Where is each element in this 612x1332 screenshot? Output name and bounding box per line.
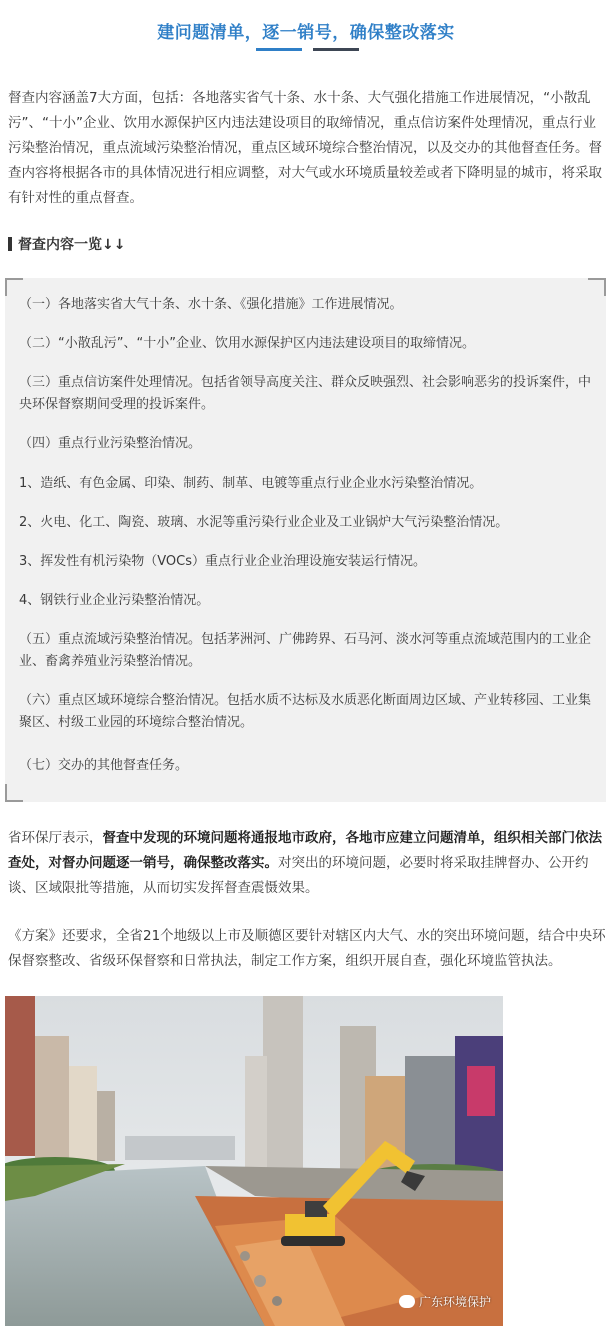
list-item: （一）各地落实省大气十条、水十条、《强化措施》工作进展情况。: [19, 297, 403, 312]
title-underline-blue: [256, 48, 302, 51]
list-item: （二）“小散乱污”、“十小”企业、饮用水源保护区内违法建设项目的取缔情况。: [19, 336, 475, 351]
section-bar-icon: [8, 237, 12, 251]
article-title: 建问题清单，逐一销号，确保整改落实: [157, 23, 455, 43]
construction-photo: [5, 996, 503, 1326]
section-heading-text: 督查内容一览↓↓: [18, 237, 126, 253]
list-item: （七）交办的其他督查任务。: [19, 758, 189, 773]
title-underline-dark: [313, 48, 359, 51]
watermark: [399, 1293, 491, 1310]
list-item: 4、钢铁行业企业污染整治情况。: [19, 593, 210, 608]
intro-paragraph: 督查内容涵盖7大方面，包括：各地落实省气十条、水十条、大气强化措施工作进展情况，“小散乱污”、“十小”企业、饮用水源保护区内违法建设项目的取缔情况，重点信访案件处理情况，重点行业污染整治情况，重点流域污染整治情况，重点区域环境综合整治情况，以及交办的其他督查任务。督查内容将根据各市的具体情况进行相应调整，对大气或水环境质量较差或者下降明显的城市，将采取有针对性的重点督查。: [8, 90, 602, 206]
list-item: （四）重点行业污染整治情况。: [19, 436, 202, 451]
list-item: 2、火电、化工、陶瓷、玻璃、水泥等重污染行业企业及工业锅炉大气污染整治情况。: [19, 515, 509, 530]
list-item: 1、造纸、有色金属、印染、制药、制革、电镀等重点行业企业水污染整治情况。: [19, 476, 483, 491]
watermark-text: 广东环境保护: [418, 1295, 491, 1309]
responsibility-paragraph: [8, 826, 606, 901]
list-item: （五）重点流域污染整治情况。包括茅洲河、广佛跨界、石马河、淡水河等重点流域范围内的工业企业、畜禽养殖业污染整治情况。: [19, 632, 592, 669]
list-item: （三）重点信访案件处理情况。包括省领导高度关注、群众反映强烈、社会影响恶劣的投诉案件，中央环保督察期间受理的投诉案件。: [19, 375, 592, 412]
para2-bold: 督查中发现的环境问题将通报地市政府，各地市应建立问题清单，组织相关部门依法查处，对督办问题逐一销号，确保整改落实。: [8, 830, 602, 871]
corner-bottom-left: [5, 784, 23, 802]
plan-paragraph: 《方案》还要求，全省21个地级以上市及顺德区要针对辖区内大气、水的突出环境问题，结合中央环保督察整改、省级环保督察和日常执法，制定工作方案，组织开展自查，强化环境监管执法。: [8, 928, 606, 969]
riverbank-excavator-image: [5, 996, 503, 1326]
para2-tail: 对突出的环境问题，必要时将采取挂牌督办、公开约谈、区域限批等措施，从而切实发挥督查震慑效果。: [8, 855, 589, 896]
inspection-items-box: [5, 278, 606, 802]
para2-lead: 省环保厅表示，: [8, 830, 103, 846]
list-item: 3、挥发性有机污染物（VOCs）重点行业企业治理设施安装运行情况。: [19, 554, 427, 569]
section-heading: [8, 234, 125, 254]
wechat-icon: [399, 1295, 415, 1308]
list-item: （六）重点区域环境综合整治情况。包括水质不达标及水质恶化断面周边区域、产业转移园、工业集聚区、村级工业园的环境综合整治情况。: [19, 693, 592, 730]
